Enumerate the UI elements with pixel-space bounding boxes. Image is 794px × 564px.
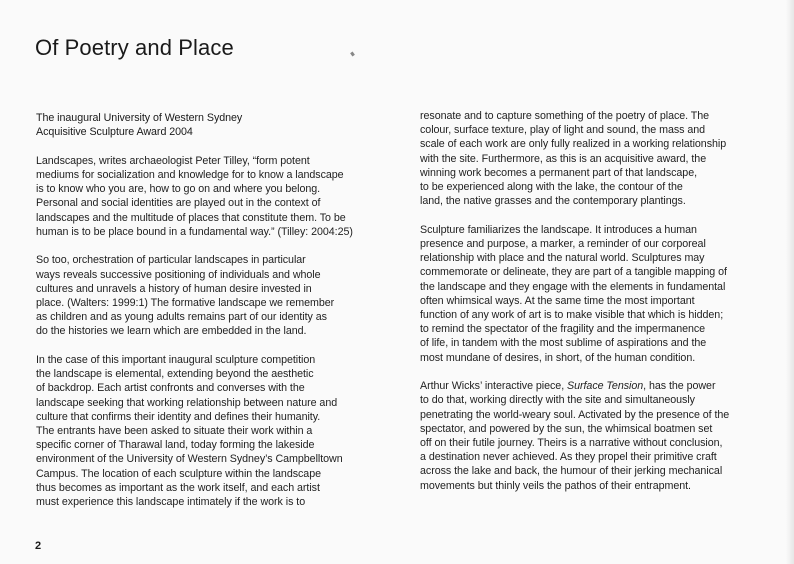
text-fragment: Arthur Wicks’ interactive piece, — [420, 380, 568, 393]
paragraph-orchestration — [36, 253, 381, 338]
text-line: often whimsical ways. At the same time the most important — [420, 294, 695, 307]
text-line: winning work becomes a permanent part of that landscape, — [420, 166, 698, 179]
text-line: must experience this landscape intimately if the work is to — [36, 496, 306, 509]
text-line: Landscapes, writes archaeologist Peter Tilley, “form potent — [36, 154, 310, 167]
text-line: environment of the University of Western Sydney’s Campbelltown — [36, 453, 343, 466]
award-subtitle — [36, 111, 381, 139]
text-line: of backdrop. Each artist confronts and converses with the — [36, 382, 305, 395]
text-line: movements but thinly veils the pathos of their entrapment. — [420, 479, 691, 492]
text-line: with the site. Furthermore, as this is an acquisitive award, the — [420, 152, 707, 165]
paragraph-competition — [36, 353, 381, 509]
subtitle-line: The inaugural University of Western Sydney — [36, 112, 243, 124]
text-line: cultures and unravels a history of human desire invested in — [36, 282, 312, 295]
text-line: off on their futile journey. Theirs is a narrative without conclusion, — [420, 437, 723, 450]
text-line: the landscape is elemental, extending beyond the aesthetic — [36, 368, 314, 381]
text-line: of life, in tandem with the most sublime of aspirations and the — [420, 337, 707, 350]
text-line: is to know who you are, how to go on and where you belong. — [36, 183, 321, 196]
text-line: do the histories we learn which are embedded in the land. — [36, 325, 307, 338]
text-line: presence and purpose, a marker, a reminder of our corporeal — [420, 238, 706, 251]
text-line: commemorate or delineate, they are part of a tangible mapping of — [420, 266, 727, 279]
text-line: to do that, working directly with the site and simultaneously — [420, 394, 695, 407]
text-line — [420, 379, 765, 393]
text-line: specific corner of Tharawal land, today forming the lakeside — [36, 439, 315, 452]
text-line: to be experienced along with the lake, the contour of the — [420, 181, 683, 194]
text-line: most mundane of desires, in short, of the human condition. — [420, 351, 696, 364]
text-line: Sculpture familiarizes the landscape. It introduces a human — [420, 223, 697, 236]
text-line: ways reveals successive positioning of individuals and whole — [36, 268, 321, 281]
text-line: spectator, and powered by the sun, the whimsical boatmen set — [420, 422, 713, 435]
paragraph-tilley-quote — [36, 154, 381, 239]
subtitle-line: Acquisitive Sculpture Award 2004 — [36, 126, 193, 139]
text-line: the landscape and they engage with the elements in fundamental — [420, 280, 726, 293]
text-line: In the case of this important inaugural sculpture competition — [36, 354, 316, 367]
text-line: land, the native grasses and the contemporary plantings. — [420, 195, 686, 208]
right-column — [420, 109, 765, 507]
text-line: colour, surface texture, play of light and sound, the mass and — [420, 124, 706, 137]
text-fragment: , has the power — [643, 380, 716, 393]
left-column — [36, 111, 381, 524]
page-number: 2 — [35, 540, 42, 552]
text-line: Personal and social identities are played out in the context of — [36, 197, 321, 210]
text-line: to remind the spectator of the fragility and the impermanence — [420, 323, 706, 336]
text-line: culture that confirms their identity and defines their humanity. — [36, 410, 321, 423]
text-line: across the lake and back, the humour of their jerking mechanical — [420, 465, 723, 478]
text-line: relationship with place and the natural world. Sculptures may — [420, 252, 705, 265]
text-line: The entrants have been asked to situate their work within a — [36, 425, 313, 438]
text-line: thus becomes as important as the work itself, and each artist — [36, 481, 320, 494]
paragraph-surface-tension — [420, 379, 765, 493]
text-line: function of any work of art is to make visible that which is hidden; — [420, 309, 724, 322]
text-line: as children and as young adults remains part of our identity as — [36, 311, 327, 324]
scan-speck — [350, 52, 355, 57]
text-line: human is to be place bound in a fundamental way.” (Tilley: 2004:25) — [36, 225, 353, 238]
text-line: resonate and to capture something of the poetry of place. The — [420, 110, 710, 122]
paragraph-sculpture-familiarizes — [420, 223, 765, 365]
page-title: Of Poetry and Place — [35, 35, 234, 60]
text-line: penetrating the world-weary soul. Activated by the presence of the — [420, 408, 730, 421]
text-line: mediums for socialization and knowledge for to know a landscape — [36, 169, 344, 181]
text-line: landscape seeking that working relationship between nature and — [36, 396, 338, 409]
text-line: Campus. The location of each sculpture within the landscape — [36, 467, 321, 480]
paragraph-poetry-of-place — [420, 109, 765, 208]
text-line: So too, orchestration of particular landscapes in particular — [36, 254, 306, 267]
artwork-title: Surface Tension — [567, 380, 644, 393]
text-line: scale of each work are only fully realized in a working relationship — [420, 138, 727, 151]
text-line: landscapes and the multitude of places that constitute them. To be — [36, 211, 346, 224]
text-line: place. (Walters: 1999:1) The formative landscape we remember — [36, 297, 335, 310]
text-line: a destination never achieved. As they propel their primitive craft — [420, 451, 717, 464]
